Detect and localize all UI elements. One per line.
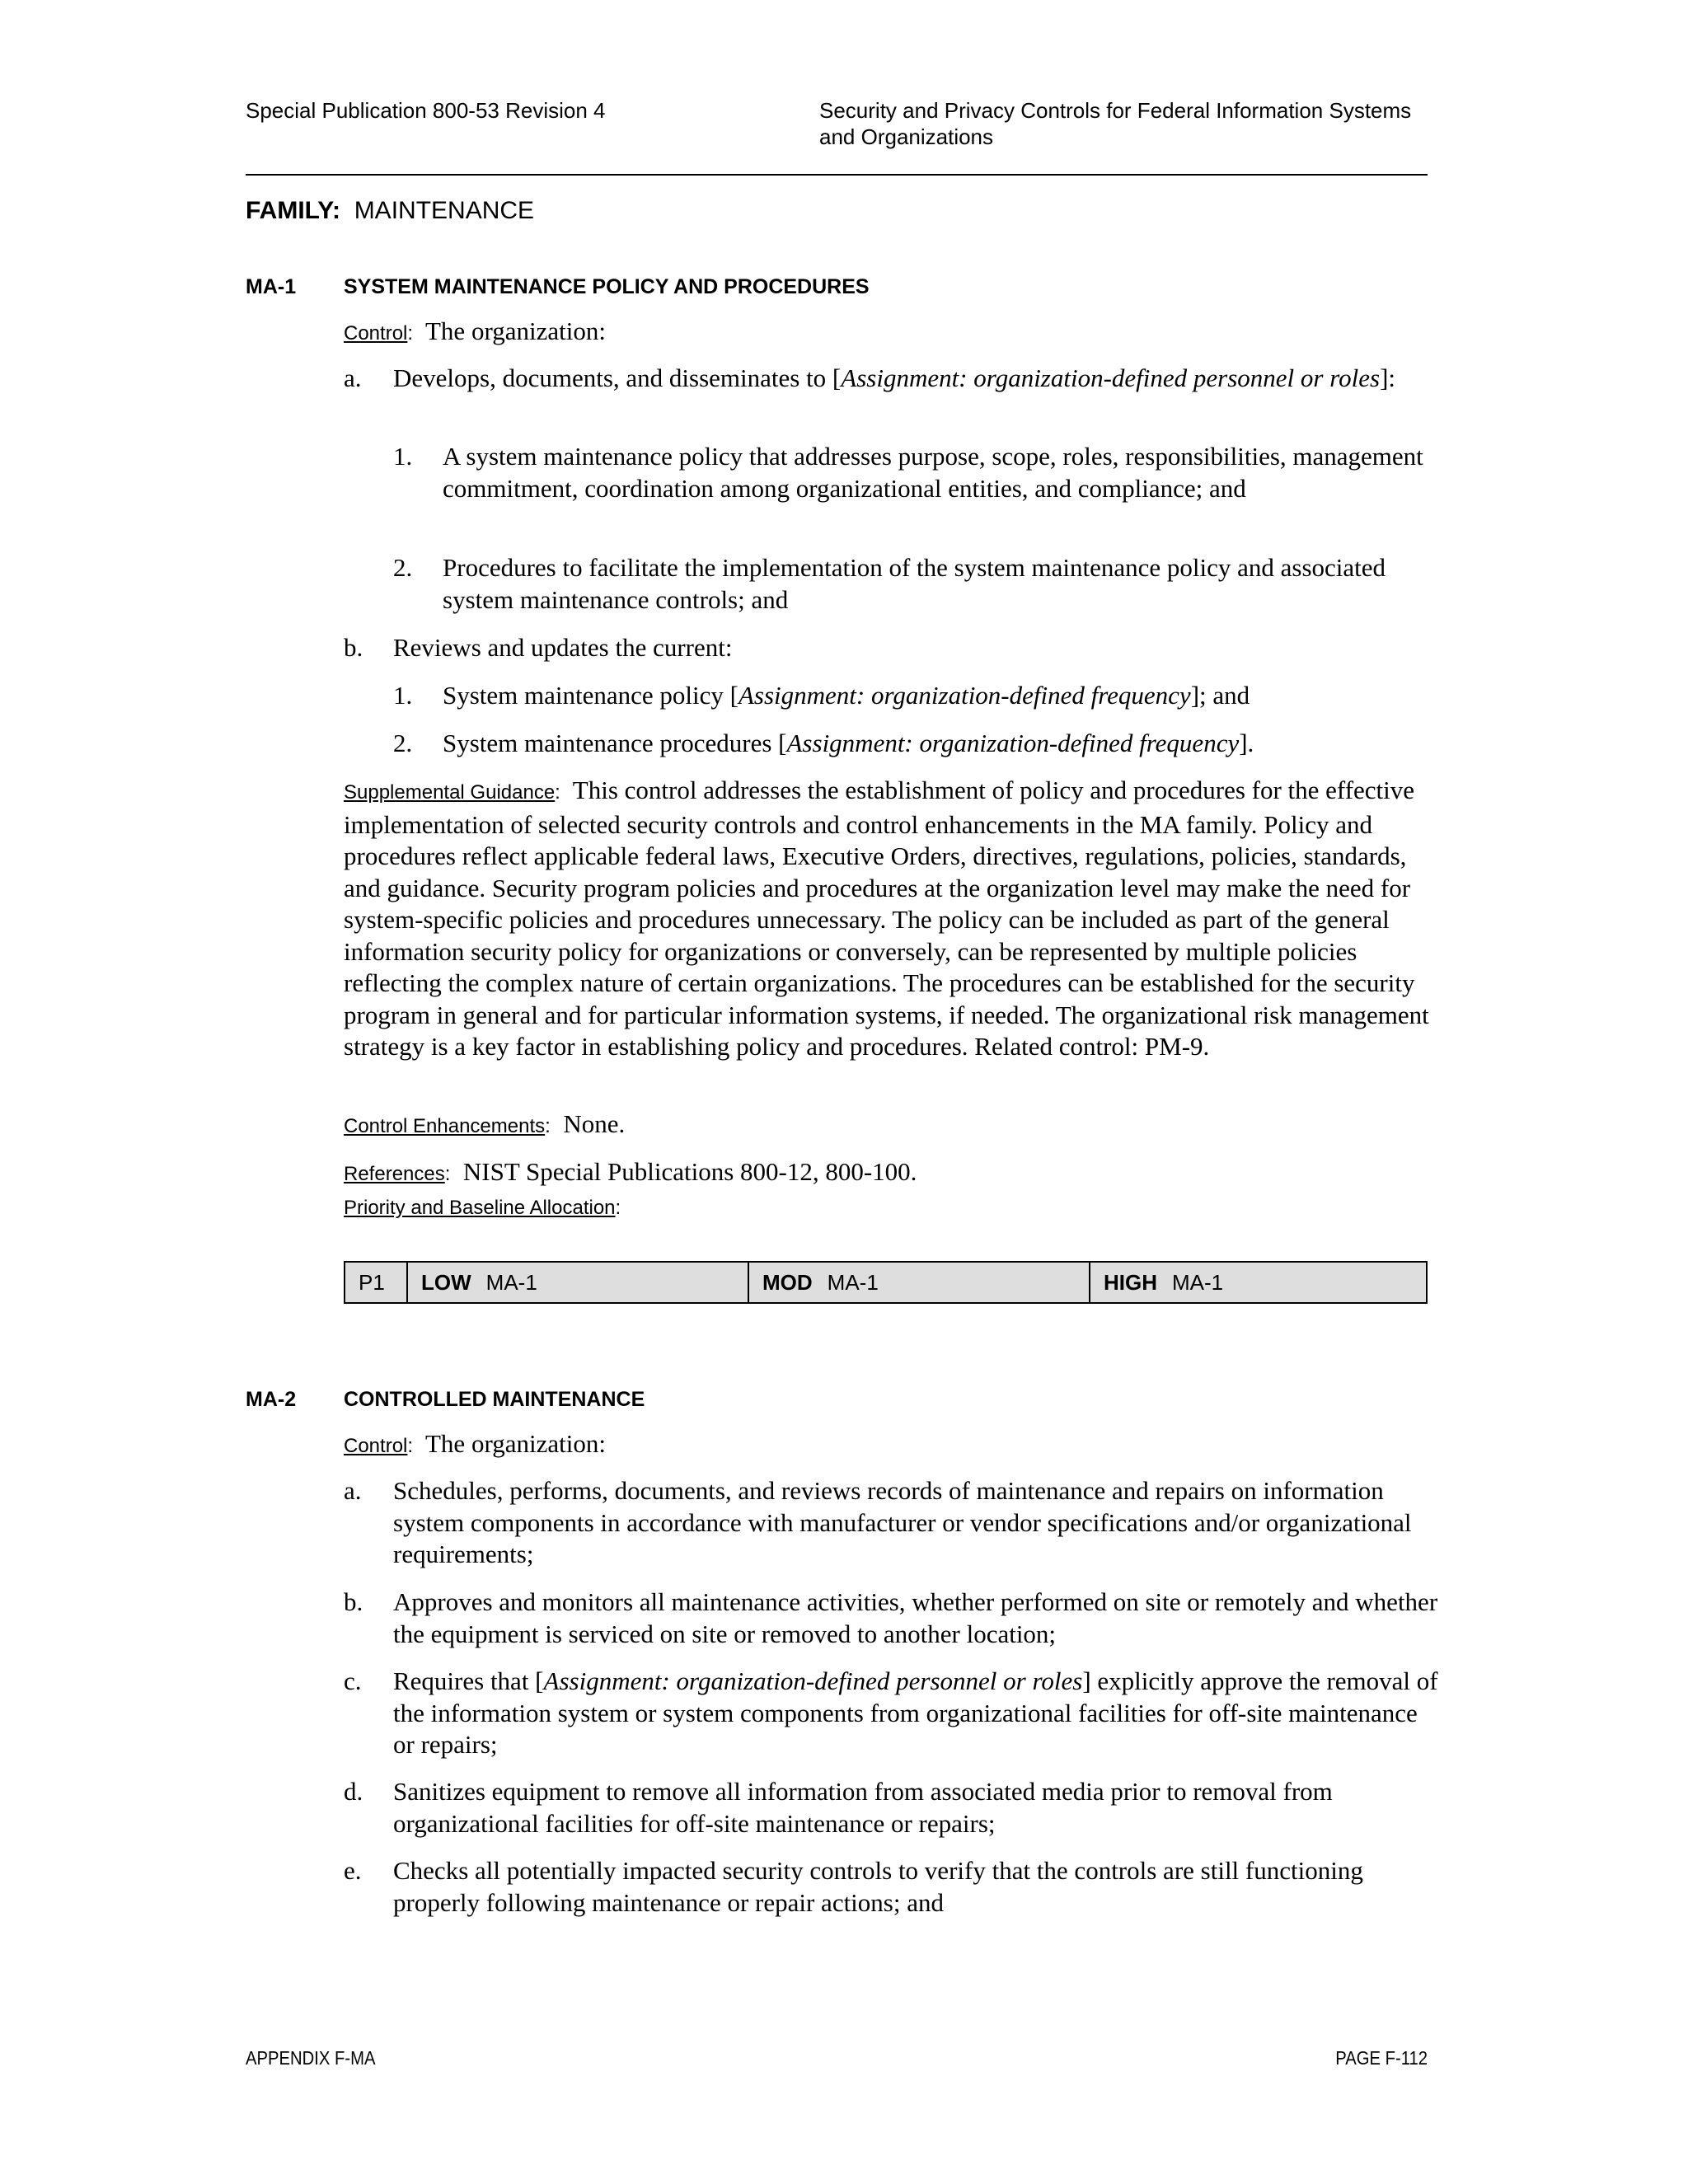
ma2-item-a-marker: a. <box>344 1476 362 1505</box>
ma1-item-b2-text: System maintenance procedures [ <box>443 729 787 757</box>
ma1-item-a1-marker: 1. <box>393 442 413 471</box>
header-title-line2: and Organizations <box>819 124 994 149</box>
ma1-supplemental-guidance: Supplemental Guidance: This control addresses the establishment of policy and procedures for the effective implementation of selected security controls and control enhancements in the MA family. Policy and procedures reflect applicable federal laws, Executive Orders, directives, regulations, policies, standards, and guidance. Security program policies and procedures at the organization level may make the need for system-specific policies and procedures unnecessary. The policy can be included as part of the general information security policy for organizations or conversely, can be represented by multiple policies reflecting the complex nature of certain organizations. The procedures can be established for the security program in general and for particular information systems, if needed. The organizational risk management strategy is a key factor in establishing policy and procedures. Related control: PM-9. <box>344 776 1429 1061</box>
priority-cell: P1 <box>345 1262 407 1303</box>
mod-label: MOD <box>762 1269 813 1295</box>
baseline-allocation-table <box>344 1261 1428 1304</box>
ma2-item-d-marker: d. <box>344 1777 363 1806</box>
ma1-priority-label: Priority and Baseline Allocation <box>344 1197 616 1219</box>
header-divider <box>246 174 1428 176</box>
ma2-item-b-marker: b. <box>344 1587 363 1616</box>
ma1-references: References: NIST Special Publications 800-12, 800-100. <box>344 1157 917 1186</box>
high-cell <box>1090 1262 1427 1303</box>
ma1-supplemental-label: Supplemental Guidance <box>344 781 556 804</box>
high-value: MA-1 <box>1172 1269 1224 1295</box>
low-label: LOW <box>421 1269 471 1295</box>
family-label: FAMILY: <box>246 197 341 224</box>
low-value: MA-1 <box>485 1269 537 1295</box>
ma2-item-d-text: Sanitizes equipment to remove all information from associated media prior to removal from organizational facilities for off-site maintenance or repairs; <box>393 1777 1333 1838</box>
ma2-control-label: Control <box>344 1435 408 1457</box>
ma1-references-label: References <box>344 1163 445 1185</box>
ma1-enhancements: Control Enhancements: None. <box>344 1109 626 1138</box>
ma2-item-b-text: Approves and monitors all maintenance activities, whether performed on site or remotely and whether the equipment is serviced on site or removed to another location; <box>393 1587 1438 1648</box>
ma1-item-a2-text: Procedures to facilitate the implementation of the system maintenance policy and associated system maintenance controls; and <box>443 553 1386 614</box>
ma2-control-text: The organization: <box>425 1429 606 1458</box>
ma1-item-b1-assignment: Assignment: organization-defined frequency <box>738 681 1191 710</box>
ma2-item-c-marker: c. <box>344 1666 362 1695</box>
ma1-item-b1-post: ]; and <box>1190 681 1250 710</box>
ma2-item-a-text: Schedules, performs, documents, and reviews records of maintenance and repairs on information system components in accordance with manufacturer or vendor specifications and/or organizational requirements; <box>393 1476 1412 1568</box>
ma2-control-line: Control: The organization: <box>344 1429 606 1458</box>
ma1-control-line: Control: The organization: <box>344 316 606 345</box>
ma1-item-b-text: Reviews and updates the current: <box>393 633 733 662</box>
ma1-priority-heading: Priority and Baseline Allocation: <box>344 1197 621 1219</box>
ma1-supplemental-text: This control addresses the establishment of policy and procedures for the effective implementation of selected security controls and control enhancements in the MA family. Policy and procedures reflect applicable federal laws, Executive Orders, directives, regulations, policies, standards, and guidance. Security program policies and procedures at the organization level may make the need for system-specific policies and procedures unnecessary. The policy can be included as part of the general information security policy for organizations or conversely, can be represented by multiple policies reflecting the complex nature of certain organizations. The procedures can be established for the security program in general and for particular information systems, if needed. The organizational risk management strategy is a key factor in establishing policy and procedures. Related control: PM-9. <box>344 776 1429 1061</box>
mod-cell <box>748 1262 1090 1303</box>
section-title-ma1: SYSTEM MAINTENANCE POLICY AND PROCEDURES <box>344 275 870 298</box>
ma1-item-b-marker: b. <box>344 633 363 662</box>
ma1-control-text: The organization: <box>425 316 606 345</box>
ma2-item-c-post: ] explicitly approve the removal of the information system or system components from organizational facilities for off-site maintenance or repairs; <box>393 1666 1438 1759</box>
ma2-item-c-assignment: Assignment: organization-defined personnel or roles <box>543 1666 1083 1695</box>
family-value: MAINTENANCE <box>354 197 535 224</box>
ma1-references-text: NIST Special Publications 800-12, 800-100. <box>462 1157 917 1186</box>
ma1-item-a-post: ]: <box>1380 363 1396 392</box>
ma1-item-b1-marker: 1. <box>393 681 413 710</box>
ma1-enhancements-label: Control Enhancements <box>344 1115 546 1137</box>
section-id-ma2: MA-2 <box>246 1388 297 1411</box>
ma1-item-a-assignment: Assignment: organization-defined personnel or roles <box>841 363 1381 392</box>
ma1-enhancements-text: None. <box>563 1109 626 1138</box>
section-title-ma2: CONTROLLED MAINTENANCE <box>344 1388 645 1411</box>
footer-appendix: APPENDIX F-MA <box>246 2047 376 2069</box>
high-label: HIGH <box>1104 1269 1157 1295</box>
ma1-item-b1-text: System maintenance policy [ <box>443 681 738 710</box>
section-id-ma1: MA-1 <box>246 275 297 298</box>
ma2-item-e-marker: e. <box>344 1856 362 1885</box>
ma1-item-a2-marker: 2. <box>393 553 413 582</box>
ma1-item-b2-marker: 2. <box>393 729 413 757</box>
ma1-item-a-marker: a. <box>344 363 362 392</box>
ma1-control-label: Control <box>344 322 408 344</box>
mod-value: MA-1 <box>827 1269 879 1295</box>
ma1-item-a1-text: A system maintenance policy that addresses purpose, scope, roles, responsibilities, management commitment, coordination among organizational entities, and compliance; and <box>443 442 1423 503</box>
ma1-item-b2-assignment: Assignment: organization-defined frequency <box>786 729 1240 757</box>
header-title-line1: Security and Privacy Controls for Federal Information Systems <box>819 98 1412 123</box>
ma1-item-b2-post: ]. <box>1239 729 1254 757</box>
ma2-item-e-text: Checks all potentially impacted security controls to verify that the controls are still functioning properly following maintenance or repair actions; and <box>393 1856 1363 1917</box>
ma2-item-c-text: Requires that [ <box>393 1666 544 1695</box>
ma1-item-a-text: Develops, documents, and disseminates to [ <box>393 363 842 392</box>
header-document-title <box>819 97 1446 150</box>
header-publication: Special Publication 800-53 Revision 4 <box>246 98 606 123</box>
low-cell <box>407 1262 748 1303</box>
footer-page-number: PAGE F-112 <box>1335 2047 1428 2069</box>
family-heading <box>246 196 534 226</box>
table-row <box>345 1262 1427 1303</box>
